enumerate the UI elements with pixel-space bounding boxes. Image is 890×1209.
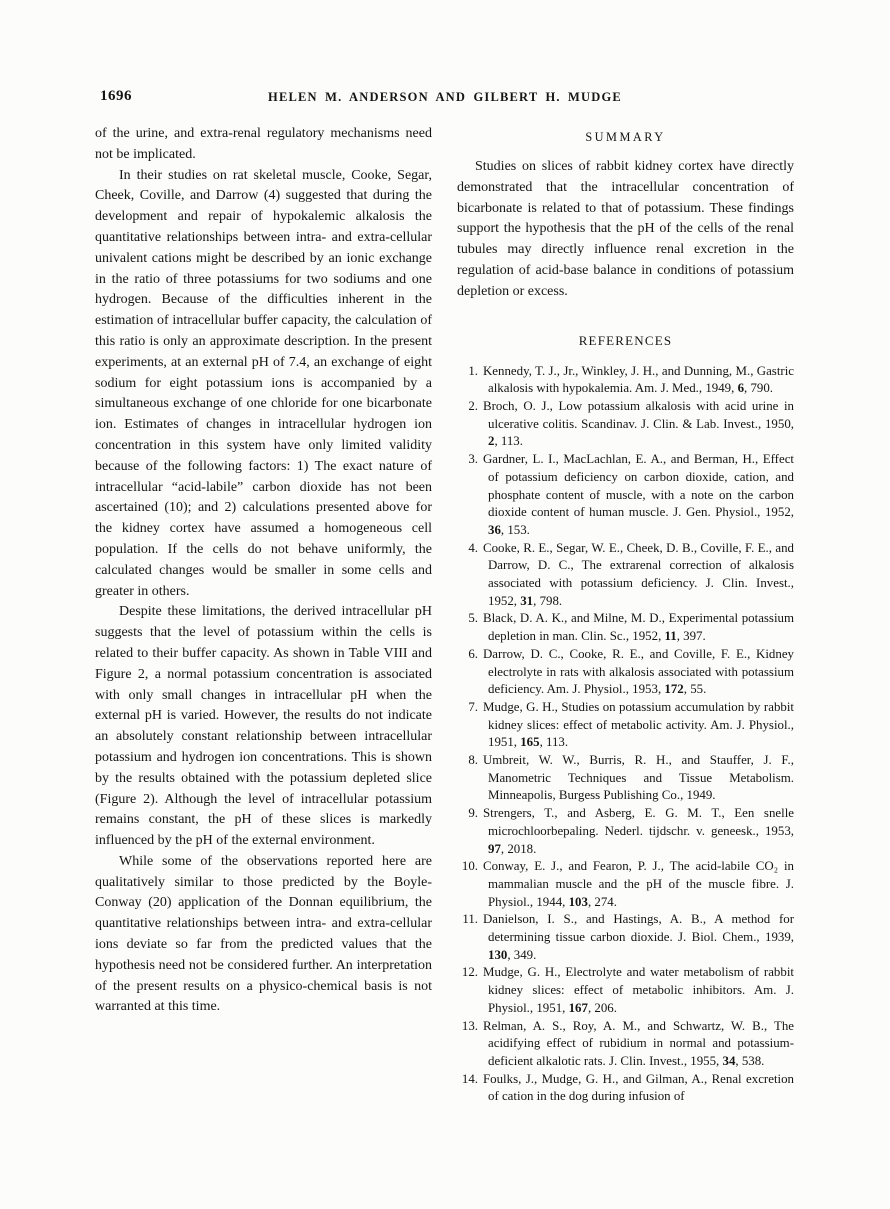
reference-text-pre: Mudge, G. H., Electrolyte and water metabolism of rabbit kidney slices: effect of metabolic inhibitors. Am. J. Physiol., 1951, [483, 965, 794, 1015]
reference-item [457, 699, 794, 752]
summary-section [457, 157, 794, 303]
reference-text-post: , 153. [500, 522, 530, 537]
reference-item [457, 1071, 794, 1106]
reference-text-pre: Kennedy, T. J., Jr., Winkley, J. H., and Dunning, M., Gastric alkalosis with hypokalemia. Am. J. Med., 1949, [483, 363, 794, 396]
reference-number: 5. [468, 611, 478, 626]
reference-number: 7. [468, 699, 478, 714]
reference-number: 9. [468, 806, 478, 821]
body-paragraph: Despite these limitations, the derived intracellular pH suggests that the level of potassium within the cells is related to their buffer capacity. As shown in Table VIII and Figure 2, a normal potassium concentration is associated with only small changes in intracellular pH when the external pH is varied. However, the results do not indicate an absolutely constant relationship between intracellular potassium and hydrogen ion concentrations. This is shown by the results obtained with the potassium depleted slice (Figure 2). Although the level of intracellular potassium remains constant, the pH of these slices is markedly influenced by the pH of the external environment. [95, 604, 432, 849]
reference-volume: 97 [488, 841, 501, 856]
reference-volume: 34 [722, 1054, 736, 1068]
reference-text-pre: Gardner, L. I., MacLachlan, E. A., and Berman, H., Effect of potassium deficiency on carbon dioxide, cation, and phosphate content of muscle, with a note on the carbon dioxide content of human muscle. J. Gen. Physiol., 1952, [483, 452, 794, 520]
reference-item [457, 363, 794, 398]
reference-text-post: , 113. [494, 434, 523, 449]
reference-text-pre: Darrow, D. C., Cooke, R. E., and Coville, F. E., Kidney electrolyte in rats with alkalosis associated with potassium deficiency. Am. J. Physiol., 1953, [483, 646, 794, 697]
reference-volume: 6 [737, 381, 745, 396]
reference-volume: 103 [568, 894, 588, 909]
references-list [457, 363, 794, 1107]
reference-item [457, 858, 794, 911]
reference-text-post: , 113. [539, 735, 569, 750]
reference-number: 2. [468, 398, 478, 413]
reference-text-post: , 206. [587, 1000, 617, 1015]
reference-item [457, 540, 794, 611]
reference-volume: 165 [520, 735, 540, 750]
reference-text-pre: Broch, O. J., Low potassium alkalosis with acid urine in ulcerative colitis. Scandinav. J. Clin. & Lab. Invest., 1950, [483, 398, 794, 431]
reference-item [457, 1018, 794, 1071]
left-column [95, 124, 432, 1106]
reference-volume: 167 [568, 1000, 588, 1015]
reference-item [457, 911, 794, 964]
reference-volume: 11 [664, 629, 677, 644]
reference-number: 13. [461, 1018, 478, 1033]
running-head: HELEN M. ANDERSON AND GILBERT H. MUDGE [268, 90, 622, 104]
page-header [95, 88, 795, 108]
reference-text-post: , 274. [587, 894, 617, 909]
reference-text-pre: Cooke, R. E., Segar, W. E., Cheek, D. B., Coville, F. E., and Darrow, D. C., The extrarenal correction of alkalosis associated with potassium deficiency. J. Clin. Invest., 1952, [483, 540, 794, 608]
summary-heading: SUMMARY [585, 130, 666, 144]
reference-text-post: , 55. [683, 682, 707, 697]
summary-paragraph: Studies on slices of rabbit kidney cortex have directly demonstrated that the intracellular concentration of bicarbonate is related to that of potassium. These findings support the hypothesis that the pH of the cells of the renal tubules may directly influence renal excretion in the regulation of acid-base balance in conditions of potassium depletion or excess. [457, 159, 794, 299]
reference-item [457, 451, 794, 540]
body-paragraph: of the urine, and extra-renal regulatory mechanisms need not be implicated. [95, 126, 432, 162]
reference-text-post: , 790. [744, 381, 774, 396]
reference-text-post: , 397. [676, 629, 706, 644]
reference-number: 12. [461, 965, 478, 980]
reference-number: 4. [468, 540, 478, 555]
reference-volume: 36 [488, 522, 501, 537]
reference-volume: 172 [664, 682, 684, 697]
reference-number: 8. [468, 753, 478, 768]
reference-item [457, 964, 794, 1017]
reference-number: 11. [462, 912, 478, 927]
reference-number: 3. [468, 452, 478, 467]
reference-text-pre: Mudge, G. H., Studies on potassium accumulation by rabbit kidney slices: effect of metabolic activity. Am. J. Physiol., 1951, [483, 699, 794, 750]
reference-text-pre: Foulks, J., Mudge, G. H., and Gilman, A., Renal excretion of cation in the dog during infusion of [483, 1071, 794, 1104]
two-column-layout [95, 124, 795, 1106]
page-number: 1696 [100, 88, 132, 104]
references-heading: REFERENCES [578, 332, 673, 348]
reference-item [457, 752, 794, 805]
reference-text-post: , 538. [735, 1054, 765, 1068]
reference-volume: 130 [488, 947, 508, 962]
reference-text-post: , 798. [533, 593, 563, 608]
reference-item [457, 646, 794, 699]
reference-item [457, 610, 794, 645]
reference-number: 6. [468, 646, 478, 661]
right-column [457, 124, 794, 1106]
reference-item [457, 805, 794, 858]
reference-number: 14. [461, 1071, 478, 1086]
reference-text-pre: Danielson, I. S., and Hastings, A. B., A method for determining tissue carbon dioxide. J. Biol. Chem., 1939, [483, 912, 794, 945]
reference-volume: 2 [488, 434, 495, 449]
reference-text-pre: Conway, E. J., and Fearon, P. J., The acid-labile CO₂ in mammalian muscle and the pH of the muscle fibre. J. Physiol., 1944, [483, 859, 794, 909]
reference-text-pre: Relman, A. S., Roy, A. M., and Schwartz, W. B., The acidifying effect of rubidium in normal and potassium-deficient alkalotic rats. J. Clin. Invest., 1955, [483, 1018, 794, 1068]
reference-volume: 31 [520, 593, 534, 608]
reference-item [457, 398, 794, 451]
reference-text-pre: Black, D. A. K., and Milne, M. D., Experimental potassium depletion in man. Clin. Sc., 1952, [483, 611, 794, 644]
reference-text-post: , 2018. [500, 841, 537, 856]
body-paragraph: While some of the observations reported here are qualitatively similar to those predicted by the Boyle-Conway (20) application of the Donnan equilibrium, the quantitative relationships between intra- and extra-cellular ions deviate so far from the predicted values that the hypothesis need not be considered further. An interpretation of the present results on a physico-chemical basis is not warranted at this time. [95, 853, 432, 1015]
reference-text-post: , 349. [507, 947, 537, 962]
reference-text-pre: Strengers, T., and Asberg, E. G. M. T., Een snelle microchloorbepaling. Nederl. tijdschr. v. geneesk., 1953, [483, 806, 794, 838]
reference-text-pre: Umbreit, W. W., Burris, R. H., and Stauffer, J. F., Manometric Techniques and Tissue Metabolism. Minneapolis, Burgess Publishing Co., 1949. [483, 753, 794, 803]
reference-number: 10. [461, 859, 478, 874]
reference-number: 1. [468, 363, 478, 378]
body-paragraph: In their studies on rat skeletal muscle, Cooke, Segar, Cheek, Coville, and Darrow (4) suggested that during the development and repair of hypokalemic alkalosis the quantitative relationships between intra- and extra-cellular univalent cations might be described by an ionic exchange in the ratio of three potassiums for two sodiums and one hydrogen. Because of the difficulties inherent in the estimation of intracellular buffer capacity, the calculation of this ratio is only an approximate description. In the present experiments, at an external pH of 7.4, an exchange of eight sodium for eight potassium ions is accompanied by a simultaneous exchange of one chloride for one bicarbonate ion. Estimates of changes in intracellular hydrogen ion concentration in this system have only limited validity because of the following factors: 1) The exact nature of intracellular “acid-labile” carbon dioxide has not been ascertained (10); and 2) calculations presented above for the kidney cortex have assumed a homogeneous cell population. If the cells do not behave uniformly, the calculated changes would be smaller in some cells and greater in others. [95, 167, 432, 599]
